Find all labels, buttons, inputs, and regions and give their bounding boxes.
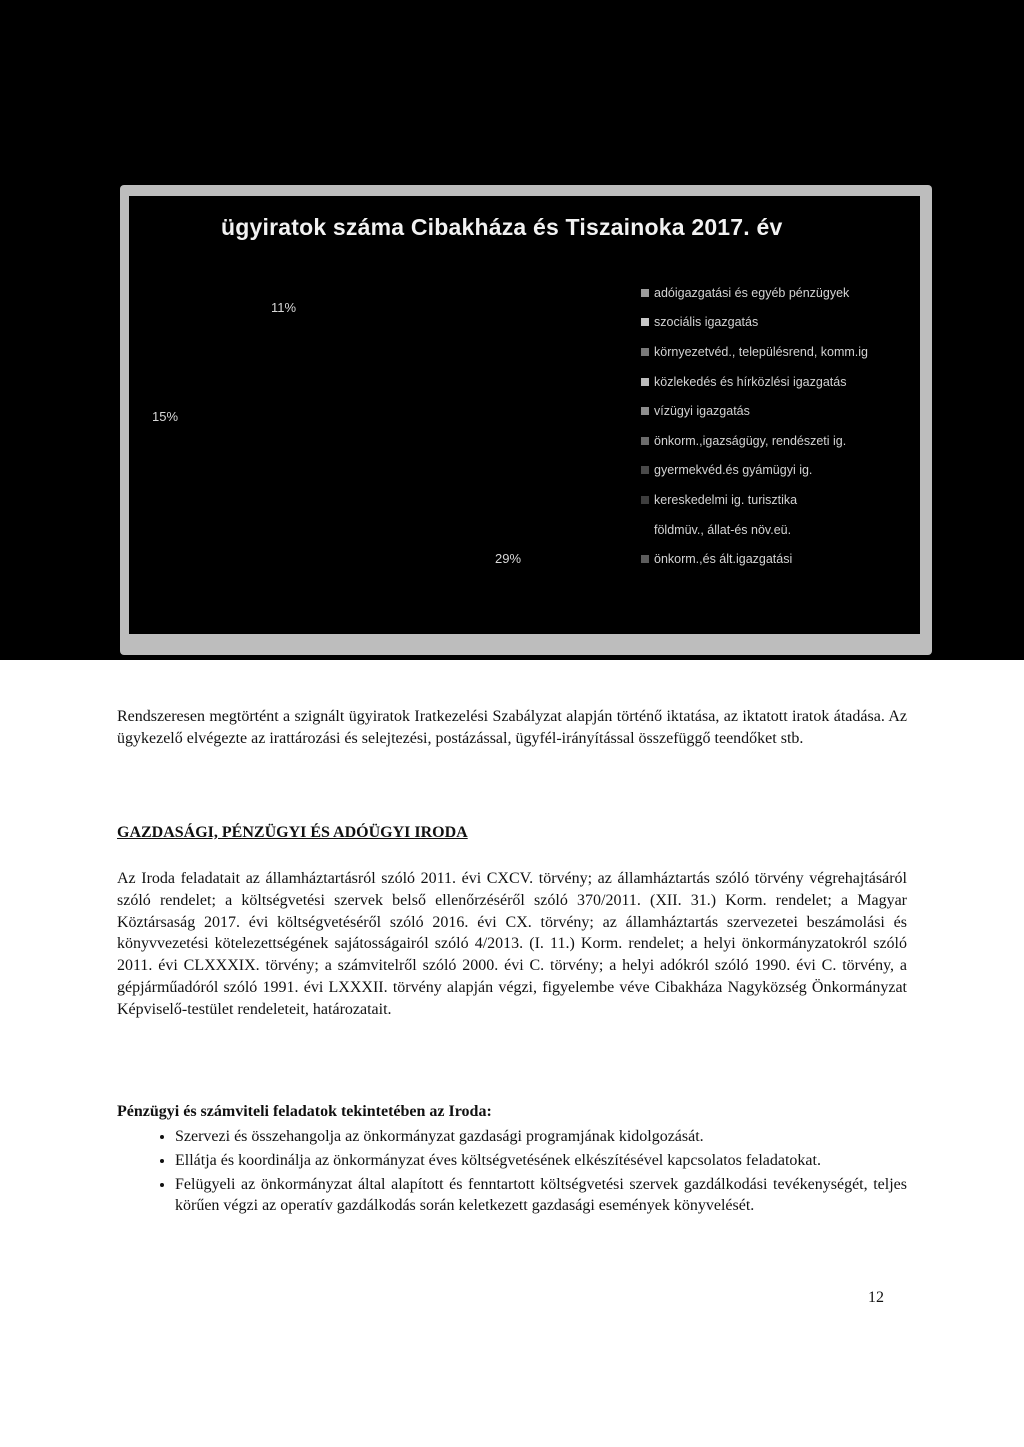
page-background	[0, 660, 1024, 1447]
legend-label: közlekedés és hírközlési igazgatás	[654, 374, 847, 389]
legend-label: adóigazgatási és egyéb pénzügyek	[654, 285, 850, 300]
legend-item	[641, 544, 921, 574]
legend-label: kereskedelmi ig. turisztika	[654, 492, 798, 507]
legend-swatch	[641, 289, 649, 297]
legend-swatch	[641, 378, 649, 386]
legend-label: környezetvéd., településrend, komm.ig	[654, 344, 868, 359]
legend-swatch	[641, 318, 649, 326]
legend-item	[641, 278, 921, 308]
page-number: 12	[868, 1289, 884, 1306]
paragraph-legal-basis: Az Iroda feladatait az államháztartásról szóló 2011. évi CXCV. törvény; az államháztartás szóló törvény végrehajtásáról szóló rendelet; a költségvetési szervek belső ellenőrzéséről szóló 370/2011. (XII. 31.) Korm. rendelet; a Magyar Köztársaság 2017. évi költségvetéséről szóló 2016. évi CX. törvény; az államháztartás szervezetei beszámolási és könyvvezetési kötelezettségének sajátosságairól szóló 4/2013. (I. 11.) Korm. rendelet; a helyi önkormányzatokról szóló 2011. évi CLXXXIX. törvény; a számvitelről szóló 2000. évi C. törvény; a helyi adókról szóló 1990. évi C. törvény, a gépjárműadóról szóló 1991. évi LXXXII. törvény alapján végzi, figyelembe véve Cibakháza Nagyközség Önkormányzat Képviselő-testület rendeleteit, határozatait.	[117, 870, 907, 1018]
legend-label: földmüv., állat-és növ.eü.	[654, 522, 792, 537]
legend-label: vízügyi igazgatás	[654, 404, 750, 419]
legend-swatch	[641, 348, 649, 356]
pie-chart	[129, 196, 920, 634]
legend-swatch	[641, 555, 649, 563]
paragraph-registry: Rendszeresen megtörtént a szignált ügyiratok Iratkezelési Szabályzat alapján történő iktatása, az iktatott iratok átadása. Az ügykezelő elvégezte az irattározási és selejtezési, postázással, ügyfél-irányítással összefüggő teendőket stb.	[117, 708, 907, 747]
list-item: • Felügyeli az önkormányzat által alapított és fenntartott költségvetési szervek gazdálkodási tevékenységét, teljes körűen végzi az operatív gazdálkodás során keletkezett gazdasági események könyvelését.	[175, 1174, 907, 1218]
legend-label: gyermekvéd.és gyámügyi ig.	[654, 463, 813, 478]
legend-item	[641, 515, 921, 545]
legend-item	[641, 456, 921, 486]
legend-label: szociális igazgatás	[654, 315, 759, 330]
legend-label: önkorm.,igazságügy, rendészeti ig.	[654, 433, 847, 448]
legend-item	[641, 367, 921, 397]
subheading-tasks: Pénzügyi és számviteli feladatok tekintetében az Iroda:	[117, 1103, 492, 1120]
legend-item	[641, 485, 921, 515]
slice-label-11: 11%	[271, 300, 297, 315]
legend-swatch	[641, 466, 649, 474]
slice-label-29: 29%	[495, 551, 522, 566]
section-heading: GAZDASÁGI, PÉNZÜGYI ÉS ADÓÜGYI IRODA	[117, 824, 468, 841]
chart-title: ügyiratok száma Cibakháza és Tiszainoka 2017. év	[221, 214, 783, 240]
legend-label: önkorm.,és ált.igazgatási	[654, 552, 793, 567]
legend-swatch	[641, 496, 649, 504]
legend-swatch	[641, 526, 649, 534]
legend-item	[641, 308, 921, 338]
legend-swatch	[641, 407, 649, 415]
list-item: • Ellátja és koordinálja az önkormányzat éves költségvetésének elkészítésével kapcsolatos feladatokat.	[175, 1150, 907, 1172]
legend-item	[641, 426, 921, 456]
task-list	[117, 1126, 907, 1219]
legend-item	[641, 337, 921, 367]
slice-label-15: 15%	[152, 409, 179, 424]
legend-swatch	[641, 437, 649, 445]
chart-legend	[641, 278, 921, 574]
list-item: • Szervezi és összehangolja az önkormányzat gazdasági programjának kidolgozását.	[175, 1126, 907, 1148]
legend-item	[641, 396, 921, 426]
